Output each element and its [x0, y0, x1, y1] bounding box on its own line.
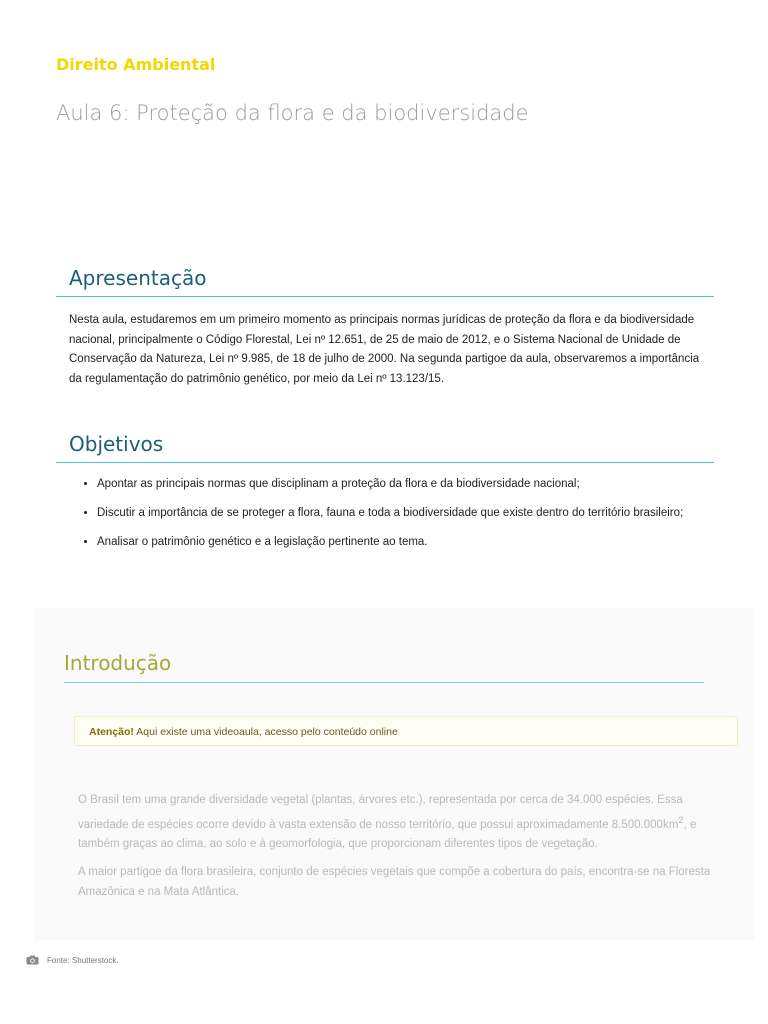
intro-paragraph-1 [78, 791, 718, 854]
presentation-text: Nesta aula, estudaremos em um primeiro momento as principais normas jurídicas de proteção da flora e da biodiversidade nacional, principalmente o Código Florestal, Lei nº 12.651, de 25 de maio de 2012, e o Sistema Nacional de Unidade de Conservação da Natureza, Lei nº 9.985, de 18 de julho de 2000. Na segunda partigoe da aula, observaremos a importância da regulamentação do patrimônio genético, por meio da Lei nº 13.123/15. [69, 314, 700, 385]
intro-paragraph-1-text: O Brasil tem uma grande diversidade vegetal (plantas, árvores etc.), representada por cerca de 34.000 espécies. Essa variedade de espécies ocorre devido à vasta extensão de nosso território, que possui aproximadamente 8.500.000km [78, 794, 683, 831]
list-item: • Discutir a importância de se proteger a flora, fauna e toda a biodiversidade que existe dentro do território brasileiro; [97, 504, 714, 522]
image-source [26, 955, 119, 965]
presentation-section [56, 266, 714, 389]
course-title: Direito Ambiental [56, 55, 216, 74]
intro-paragraph-1-end: , e também graças ao clima, ao solo e à geomorfologia, que proporcionam diferentes tipos de vegetação. [78, 818, 697, 850]
introduction-heading: Introdução [64, 651, 704, 683]
presentation-heading: Apresentação [56, 266, 714, 297]
alert-label: Atenção! [89, 726, 134, 738]
lesson-title: Aula 6: Proteção da flora e da biodiversidade [56, 101, 529, 125]
introduction-section [34, 608, 754, 940]
objectives-list [56, 475, 714, 551]
objectives-section [56, 432, 714, 562]
alert-text: Aqui existe uma videoaula, acesso pelo conteúdo online [133, 726, 398, 738]
list-item: • Apontar as principais normas que disciplinam a proteção da flora e da biodiversidade nacional; [97, 475, 714, 493]
video-alert [74, 716, 738, 746]
intro-paragraph-2: A maior partigoe da flora brasileira, conjunto de espécies vegetais que compõe a cobertura do país, encontra-se na Floresta Amazônica e na Mata Atlântica. [78, 866, 711, 898]
list-item: • Analisar o patrimônio genético e a legislação pertinente ao tema. [97, 533, 714, 551]
superscript: 2 [678, 814, 684, 826]
image-source-text: Fonte: Shutterstock. [47, 955, 119, 965]
objectives-heading: Objetivos [56, 432, 714, 463]
camera-icon [26, 955, 39, 965]
